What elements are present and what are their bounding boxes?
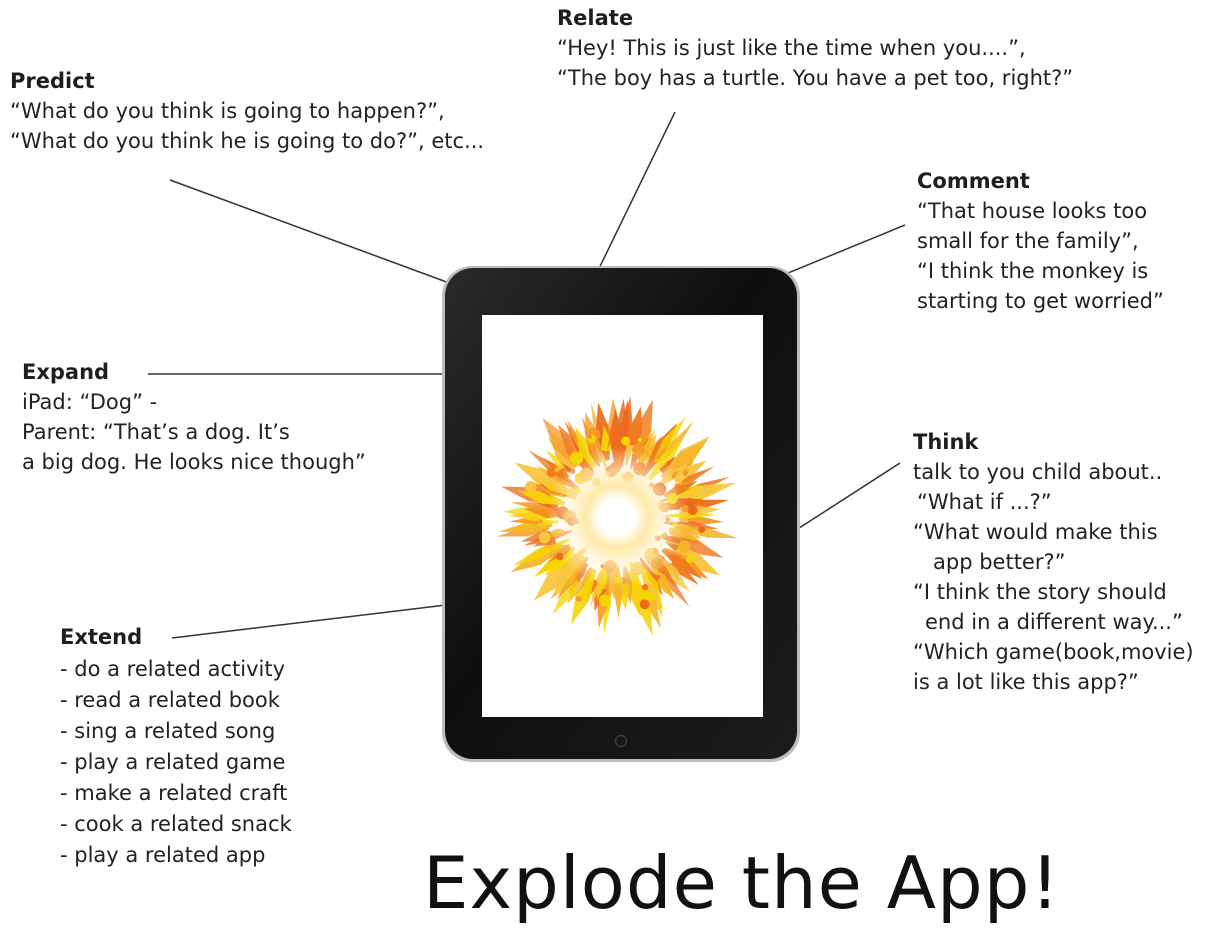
predict-line: “What do you think he is going to do?”, etc... [10,129,485,153]
burst-fleck [655,575,660,580]
burst-fleck [663,585,671,593]
comment-line: “I think the monkey is [917,259,1149,283]
comment-block [917,166,1164,316]
burst-fleck [621,436,630,445]
burst-fleck [638,438,642,442]
think-line: “Which game(book,movie) [913,640,1194,664]
think-line: “What would make this [913,520,1158,544]
extend-item: - cook a related snack [60,812,292,836]
think-line: “What if ...?” [917,490,1052,514]
think-line: “I think the story should [913,580,1167,604]
think-block [913,427,1194,697]
extend-title: Extend [60,625,143,649]
burst-fleck [683,470,688,475]
expand-line: iPad: “Dog” - [22,390,158,414]
burst-fleck [587,434,592,439]
extend-block [60,622,292,871]
extend-item: - read a related book [60,688,280,712]
predict-title: Predict [10,69,95,93]
burst-fleck [687,505,697,515]
relate-title: Relate [557,6,634,30]
predict-line: “What do you think is going to happen?”, [10,99,445,123]
burst-center-glow [547,447,687,587]
relate-block [557,3,1073,93]
burst-fleck [599,594,611,606]
expand-block [22,357,366,477]
extend-item: - do a related activity [60,657,286,681]
burst-fleck [642,584,649,591]
think-line: app better?” [933,550,1066,574]
comment-line: small for the family”, [917,229,1139,253]
think-line: is a lot like this app?” [913,670,1139,694]
predict-block [10,66,484,156]
extend-item: - make a related craft [60,781,288,805]
burst-fleck [555,467,560,472]
relate-line: “The boy has a turtle. You have a pet too, right?” [557,66,1074,90]
comment-title: Comment [917,169,1030,193]
expand-title: Expand [22,360,110,384]
expand-line: Parent: “That’s a dog. It’s [22,420,290,444]
think-line: end in a different way...” [925,610,1183,634]
extend-item: - sing a related song [60,719,276,743]
comment-line: starting to get worried” [917,289,1164,313]
think-title: Think [913,430,979,454]
comment-line: “That house looks too [917,199,1148,223]
burst-fleck [539,532,551,544]
think-line: talk to you child about.. [913,460,1163,484]
burst-fleck [576,596,582,602]
extend-item: - play a related app [60,843,266,867]
burst-fleck [686,555,694,563]
page-title: Explode the App! [423,841,1061,925]
burst-fleck [640,599,650,609]
burst-fleck [525,481,536,492]
extend-item: - play a related game [60,750,286,774]
burst-fleck [698,526,705,533]
expand-line: a big dog. He looks nice though” [22,450,366,474]
relate-line: “Hey! This is just like the time when you....”, [557,36,1026,60]
